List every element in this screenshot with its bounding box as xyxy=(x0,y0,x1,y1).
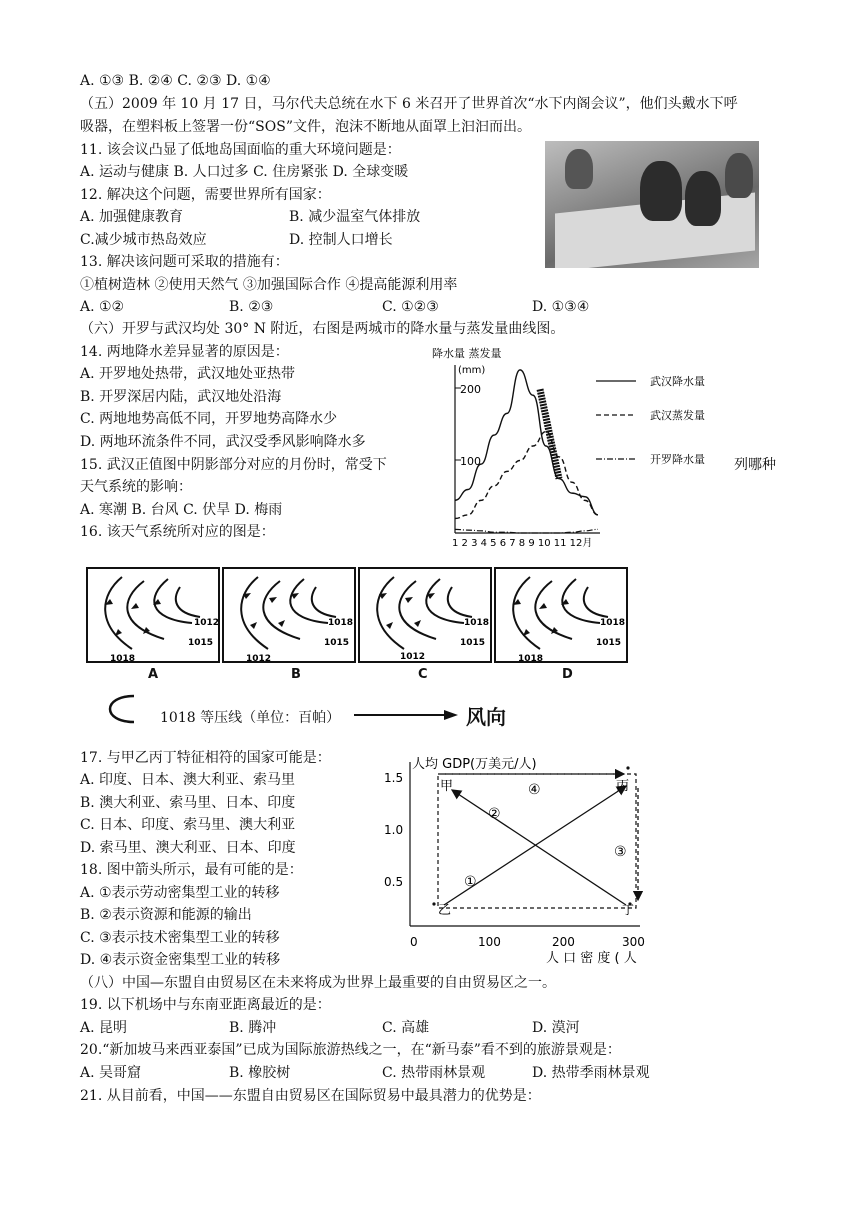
q18-option-b: B. ②表示资源和能源的输出 xyxy=(80,907,252,923)
isobar xyxy=(426,579,464,623)
q18-option-c: C. ③表示技术密集型工业的转移 xyxy=(80,930,280,946)
isobar-label-1012: 1012 xyxy=(194,618,218,628)
arrow-2 xyxy=(452,790,626,905)
q12-stem: 12. 解决这个问题，需要世界所有国家： xyxy=(80,187,331,203)
q17-option-d: D. 索马里、澳大利亚、日本、印度 xyxy=(80,840,296,856)
corner-yi: 乙 xyxy=(438,903,452,918)
q20-option-d: D. 热带季雨林景观 xyxy=(532,1065,650,1081)
q11-stem: 11. 该会议凸显了低地岛国面临的重大环境问题是： xyxy=(80,142,401,158)
q20-option-b: B. 橡胶树 xyxy=(229,1065,291,1081)
q19-option-d: D. 漠河 xyxy=(532,1020,580,1036)
isobar-label-1012: 1012 xyxy=(246,654,272,661)
wind-arrow xyxy=(427,593,435,599)
q19-stem: 19. 以下机场中与东南亚距离最近的是： xyxy=(80,997,331,1013)
weather-panel-d-svg xyxy=(496,569,626,661)
diver-figure xyxy=(640,161,682,221)
q17-stem: 17. 与甲乙丙丁特征相符的国家可能是： xyxy=(80,750,331,766)
weather-panel-b-svg xyxy=(224,569,354,661)
isobar-label-1015: 1015 xyxy=(324,638,350,648)
arrow-label-2: ② xyxy=(488,806,501,822)
q12-option-c: C.减少城市热岛效应 xyxy=(80,232,207,248)
point-bing-dot xyxy=(626,766,629,769)
isobar xyxy=(176,587,200,617)
gdp-title: 人均 GDP(万美元/人) xyxy=(412,757,537,772)
q11-options: A. 运动与健康 B. 人口过多 C. 住房紧张 D. 全球变暖 xyxy=(80,164,409,180)
diver-figure xyxy=(725,153,753,198)
isobar-label-1015: 1015 xyxy=(596,638,622,648)
q13-measures: ①植树造林 ②使用天然气 ③加强国际合作 ④提高能源利用率 xyxy=(80,277,458,293)
q17-option-b: B. 澳大利亚、索马里、日本、印度 xyxy=(80,795,296,811)
isobar-label-1018: 1018 xyxy=(518,654,544,661)
weather-panel-d xyxy=(494,567,628,663)
q12-option-a: A. 加强健康教育 xyxy=(80,209,184,225)
weather-panel-a-svg xyxy=(88,569,218,661)
wind-arrow xyxy=(291,593,299,599)
weather-label-c: C xyxy=(418,667,428,682)
q13-option-a: A. ①② xyxy=(80,299,125,315)
corner-jia: 甲 xyxy=(440,779,454,794)
q18-option-a: A. ①表示劳动密集型工业的转移 xyxy=(80,885,280,901)
wind-arrow xyxy=(269,597,277,603)
wind-arrow xyxy=(379,593,387,599)
wind-arrow xyxy=(405,597,413,603)
gdp-x-tick-200: 200 xyxy=(552,935,575,949)
q17-option-c: C. 日本、印度、索马里、澳大利亚 xyxy=(80,817,296,833)
gdp-xlabel: 人 口 密 度 ( 人 xyxy=(546,951,637,966)
isobar-label-1018: 1018 xyxy=(600,618,626,628)
q15-stem-tail: 列哪种 xyxy=(734,457,776,473)
q14-option-d: D. 两地环流条件不同，武汉受季风影响降水多 xyxy=(80,434,366,450)
q13-option-c: C. ①②③ xyxy=(382,299,439,315)
isobar-label-1018: 1018 xyxy=(110,654,136,661)
weather-panel-c-svg xyxy=(360,569,490,661)
corner-ding: 丁 xyxy=(622,903,635,917)
isobar-legend-icon xyxy=(96,692,146,728)
q13-option-b: B. ②③ xyxy=(229,299,274,315)
q18-option-d: D. ④表示资金密集型工业的转移 xyxy=(80,952,281,968)
q15-stem: 15. 武汉正值图中阴影部分对应的月份时，常受下 xyxy=(80,457,387,473)
q19-option-c: C. 高雄 xyxy=(382,1020,430,1036)
gdp-y-tick-1-5: 1.5 xyxy=(384,771,404,785)
isobar xyxy=(290,579,328,623)
underwater-meeting-photo xyxy=(545,141,759,268)
q12-option-d: D. 控制人口增长 xyxy=(289,232,393,248)
rain-evaporation-chart xyxy=(428,343,760,551)
gdp-x-tick-300: 300 xyxy=(622,935,645,949)
isobar-label-1012: 1012 xyxy=(400,652,426,661)
weather-diagrams xyxy=(86,563,628,683)
section6-intro: （六）开罗与武汉均处 30° N 附近，右图是两城市的降水量与蒸发量曲线图。 xyxy=(80,321,565,337)
q20-option-c: C. 热带雨林景观 xyxy=(382,1065,486,1081)
q13-option-d: D. ①③④ xyxy=(532,299,590,315)
gdp-x-tick-100: 100 xyxy=(478,935,501,949)
arrow-label-1: ① xyxy=(464,874,477,890)
diver-figure xyxy=(565,149,593,189)
legend-cairo-rain: 开罗降水量 xyxy=(650,453,705,466)
wind-arrow xyxy=(414,620,421,627)
q18-stem: 18. 图中箭头所示，最有可能的是： xyxy=(80,862,303,878)
q20-stem: 20.“新加坡马来西亚泰国”已成为国际旅游热线之一，在“新马泰”看不到的旅游景观是： xyxy=(80,1042,621,1058)
weather-panel-c xyxy=(358,567,492,663)
q14-option-a: A. 开罗地处热带，武汉地处亚热带 xyxy=(80,366,296,382)
q15-stem-2: 天气系统的影响： xyxy=(80,479,192,495)
legend-wuhan-rain: 武汉降水量 xyxy=(650,375,705,388)
wind-arrow xyxy=(278,620,285,627)
gdp-y-tick-0-5: 0.5 xyxy=(384,875,404,889)
wind-arrow xyxy=(131,603,139,609)
gdp-y-tick-1-0: 1.0 xyxy=(384,823,404,837)
isobar xyxy=(562,579,600,623)
section5-intro-2: 吸器，在塑料板上签署一份“SOS”文件，泡沫不断地从面罩上汩汩而出。 xyxy=(80,119,531,135)
q10-options: A. ①③ B. ②④ C. ②③ D. ①④ xyxy=(80,73,271,89)
isobar-label-1015: 1015 xyxy=(460,638,486,648)
weather-label-a: A xyxy=(148,667,159,682)
x-tick-labels: 1 2 3 4 5 6 7 8 9 10 11 12月 xyxy=(452,538,593,549)
chart-ylabel: 降水量 蒸发量 xyxy=(432,347,502,360)
q14-option-c: C. 两地地势高低不同，开罗地势高降水少 xyxy=(80,411,338,427)
corner-bing: 丙 xyxy=(616,779,630,794)
wind-arrow xyxy=(115,629,122,636)
y-tick-label-200: 200 xyxy=(460,383,481,396)
q17-option-a: A. 印度、日本、澳大利亚、索马里 xyxy=(80,772,296,788)
isobar xyxy=(154,579,192,623)
section5-intro-1: （五）2009 年 10 月 17 日，马尔代夫总统在水下 6 米召开了世界首次“水下内阁会议”，他们头戴水下呼 xyxy=(80,96,738,112)
q14-stem: 14. 两地降水差异显著的原因是： xyxy=(80,344,289,360)
q21-stem: 21. 从目前看，中国——东盟自由贸易区在国际贸易中最具潜力的优势是： xyxy=(80,1088,541,1104)
series-line-2 xyxy=(455,432,598,519)
weather-label-d: D xyxy=(562,667,573,682)
weather-panel-a xyxy=(86,567,220,663)
wind-arrow-legend-icon xyxy=(352,707,460,723)
arrow-label-3: ③ xyxy=(614,844,627,860)
chart-unit: (mm) xyxy=(458,365,486,376)
gdp-density-chart xyxy=(380,748,660,970)
legend-wuhan-evap: 武汉蒸发量 xyxy=(650,409,705,422)
isobar xyxy=(448,587,472,617)
isobar-label-1018: 1018 xyxy=(328,618,354,628)
isobar-label-1015: 1015 xyxy=(188,638,214,648)
q14-option-b: B. 开罗深居内陆，武汉地处沿海 xyxy=(80,389,282,405)
gdp-x-tick-0: 0 xyxy=(410,935,418,949)
y-tick-label-100: 100 xyxy=(460,455,481,468)
q20-option-a: A. 吴哥窟 xyxy=(80,1065,142,1081)
q15-options: A. 寒潮 B. 台风 C. 伏旱 D. 梅雨 xyxy=(80,502,283,518)
arrow-label-4: ④ xyxy=(528,782,541,798)
weather-panel-b xyxy=(222,567,356,663)
q12-option-b: B. 减少温室气体排放 xyxy=(289,209,421,225)
wind-arrow xyxy=(250,622,257,629)
point-yi-dot xyxy=(432,902,435,905)
wind-arrow xyxy=(386,622,393,629)
isobar-legend-text: 1018 等压线（单位：百帕） xyxy=(160,710,341,726)
wind-arrow xyxy=(539,603,547,609)
weather-label-b: B xyxy=(291,667,301,682)
diver-figure xyxy=(685,171,721,226)
isobar xyxy=(312,587,336,617)
isobar xyxy=(584,587,608,617)
q16-stem: 16. 该天气系统所对应的图是： xyxy=(80,524,275,540)
q19-option-a: A. 昆明 xyxy=(80,1020,128,1036)
isobar-label-1018: 1018 xyxy=(464,618,490,628)
q19-option-b: B. 腾冲 xyxy=(229,1020,277,1036)
q13-stem: 13. 解决该问题可采取的措施有： xyxy=(80,254,289,270)
wind-legend-text: 风向 xyxy=(466,705,506,729)
wind-arrow xyxy=(523,629,530,636)
section8-intro: （八）中国—东盟自由贸易区在未来将成为世界上最重要的自由贸易区之一。 xyxy=(80,975,556,991)
